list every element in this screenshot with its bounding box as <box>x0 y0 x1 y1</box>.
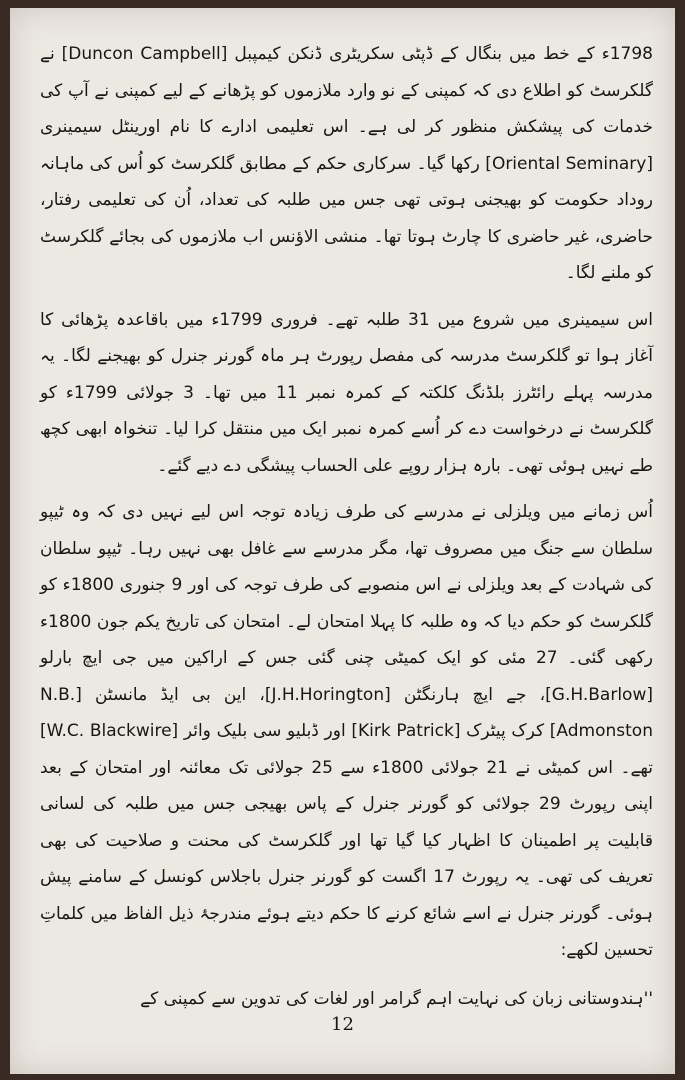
paragraph-1: 1798ء کے خط میں بنگال کے ڈپٹی سکریٹری ڈنکن کیمپبل [Duncon Campbell] نے گلکرسٹ کو اطلاع دی کہ کمپنی کے نو وارد ملازموں کو پڑھانے کے لیے کمپنی نے آپ کی خدمات کی پیشکش منظور کر لی ہے۔ اس تعلیمی ادارے کا نام اورینٹل سیمینری [Oriental Seminary] رکھا گیا۔ سرکاری حکم کے مطابق گلکرسٹ کو اُس کی ماہانہ روداد حکومت کو بھیجنی ہوتی تھی جس میں طلبہ کی تعداد، اُن کی تعلیمی رفتار، حاضری، غیر حاضری کا چارٹ ہوتا تھا۔ منشی الاؤنس اب ملازموں کی بجائے گلکرسٹ کو ملنے لگا۔ <box>40 44 653 283</box>
quote-line: ''ہندوستانی زبان کی نہایت اہم گرامر اور لغات کی تدوین سے کمپنی کے <box>140 988 653 1009</box>
book-page <box>10 8 675 1074</box>
body-text <box>40 36 653 1017</box>
paragraph-3: اُس زمانے میں ویلزلی نے مدرسے کی طرف زیادہ توجہ اس لیے نہیں دی کہ وہ ٹیپو سلطان سے جنگ میں مصروف تھا، مگر مدرسے سے غافل بھی نہیں رہا۔ ٹیپو سلطان کی شہادت کے بعد ویلزلی نے اس منصوبے کی طرف توجہ کی اور 9 جنوری 1800ء کو گلکرسٹ کو حکم دیا کہ وہ طلبہ کا پہلا امتحان لے۔ امتحان کی تاریخ یکم جون 1800ء رکھی گئی۔ 27 مئی کو ایک کمیٹی چنی گئی جس کے اراکین میں جی ایچ بارلو [G.H.Barlow]، جے ایچ ہارنگٹن [J.H.Horington]، این بی ایڈ مانسٹن [N.B. Admonston] کرک پیٹرک [Kirk Patrick] اور ڈبلیو سی بلیک وائر [W.C. Blackwire] تھے۔ اس کمیٹی نے 21 جولائی 1800ء سے 25 جولائی تک معائنہ اور امتحان کے بعد اپنی رپورٹ 29 جولائی کو گورنر جنرل کے پاس بھیجی جس میں طلبہ کی لسانی قابلیت پر اطمینان کا اظہار کیا گیا تھا اور گلکرسٹ کی محنت و صلاحیت کی بھی تعریف کی تھی۔ یہ رپورٹ 17 اگست کو گورنر جنرل باجلاس کونسل کے سامنے پیش ہوئی۔ گورنر جنرل نے اسے شائع کرنے کا حکم دیتے ہوئے مندرجۂ ذیل الفاظ میں کلماتِ تحسین لکھے: <box>40 502 654 960</box>
page-number: 12 <box>331 1014 354 1035</box>
paragraph-2: اس سیمینری میں شروع میں 31 طلبہ تھے۔ فروری 1799ء میں باقاعدہ پڑھائی کا آغاز ہوا تو گلکرسٹ مدرسہ کی مفصل رپورٹ ہر ماہ گورنر جنرل کو بھیجنے لگا۔ یہ مدرسہ پہلے رائٹرز بلڈنگ کلکتہ کے کمرہ نمبر 11 میں تھا۔ 3 جولائی 1799ء کو گلکرسٹ نے درخواست دے کر اُسے کمرہ نمبر ایک میں منتقل کرا لیا۔ تنخواہ ابھی کچھ طے نہیں ہوئی تھی۔ بارہ ہزار روپے علی الحساب پیشگی دے دیے گئے۔ <box>40 309 653 476</box>
